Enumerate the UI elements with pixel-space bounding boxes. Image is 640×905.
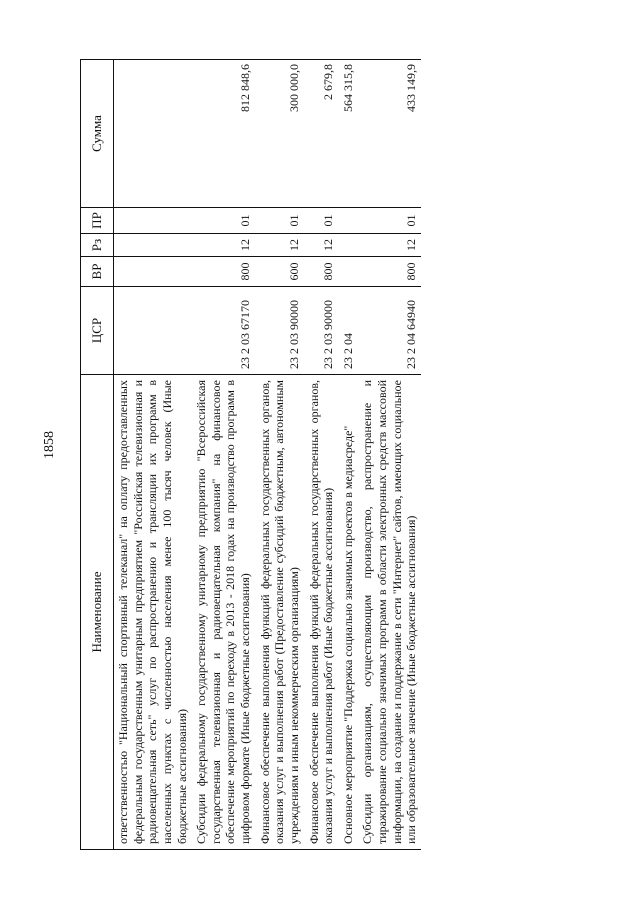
row-csr: [114, 287, 192, 375]
header-vr: ВР: [81, 257, 114, 287]
row-rz: 12: [191, 234, 255, 257]
page-number: 1858: [42, 431, 57, 459]
row-pr: [338, 208, 358, 234]
row-name: Основное мероприятие "Поддержка социально значимых проектов в медиасреде": [338, 375, 358, 850]
table-row: [191, 60, 255, 850]
row-pr: 01: [357, 208, 421, 234]
row-rz: 12: [357, 234, 421, 257]
row-rz: [338, 234, 358, 257]
row-sum: 433 149,9: [357, 60, 421, 208]
row-rz: 12: [304, 234, 338, 257]
row-csr: 23 2 03 90000: [255, 287, 304, 375]
table-row: [338, 60, 358, 850]
row-sum: 812 848,6: [191, 60, 255, 208]
row-name: Субсидии организациям, осуществляющим производство, распространение и тиражирование социально значимых программ в области электронных средств массовой информации, на создание и поддержание в сети "Интернет" сайтов, имеющих социальное или образовательное значение (Иные бюджетные ассигнования): [357, 375, 421, 850]
table-row: [357, 60, 421, 850]
row-pr: 01: [191, 208, 255, 234]
header-rz: Рз: [81, 234, 114, 257]
row-pr: 01: [255, 208, 304, 234]
row-name: ответственностью "Национальный спортивный телеканал" на оплату предоставленных федеральным государственным унитарным предприятием "Российская телевизионная и радиовещательная сеть" услуг по распространению и трансляции их программ в населенных пунктах с численностью населения менее 100 тысяч человек (Иные бюджетные ассигнования): [114, 375, 192, 850]
table-row: [255, 60, 304, 850]
row-csr: 23 2 04: [338, 287, 358, 375]
table-header-row: [81, 60, 114, 850]
row-vr: [114, 257, 192, 287]
row-vr: 800: [304, 257, 338, 287]
row-name: Финансовое обеспечение выполнения функций федеральных государственных органов, оказания услуг и выполнения работ (Иные бюджетные ассигнования): [304, 375, 338, 850]
budget-table: [80, 59, 421, 850]
budget-table-container: [80, 60, 620, 850]
row-sum: 300 000,0: [255, 60, 304, 208]
row-pr: [114, 208, 192, 234]
row-csr: 23 2 04 64940: [357, 287, 421, 375]
row-sum: 564 315,8: [338, 60, 358, 208]
row-vr: [338, 257, 358, 287]
row-sum: 2 679,8: [304, 60, 338, 208]
row-name: Субсидии федеральному государственному унитарному предприятию "Всероссийская государственная телевизионная и радиовещательная компания" на финансовое обеспечение мероприятий по переходу в 2013 - 2018 годах на производство программ в цифровом формате (Иные бюджетные ассигнования): [191, 375, 255, 850]
rotated-table-layer: [80, 60, 620, 850]
row-rz: [114, 234, 192, 257]
row-name: Финансовое обеспечение выполнения функций федеральных государственных органов, оказания услуг и выполнения работ (Предоставление субсидий бюджетным, автономным учреждениям и иным некоммерческим организациям): [255, 375, 304, 850]
table-row: [114, 60, 192, 850]
header-name: Наименование: [81, 375, 114, 850]
header-pr: ПР: [81, 208, 114, 234]
row-csr: 23 2 03 67170: [191, 287, 255, 375]
row-vr: 800: [357, 257, 421, 287]
row-csr: 23 2 03 90000: [304, 287, 338, 375]
header-sum: Сумма: [81, 60, 114, 208]
row-pr: 01: [304, 208, 338, 234]
row-vr: 600: [255, 257, 304, 287]
row-rz: 12: [255, 234, 304, 257]
row-sum: [114, 60, 192, 208]
table-row: [304, 60, 338, 850]
header-csr: ЦСР: [81, 287, 114, 375]
row-vr: 800: [191, 257, 255, 287]
